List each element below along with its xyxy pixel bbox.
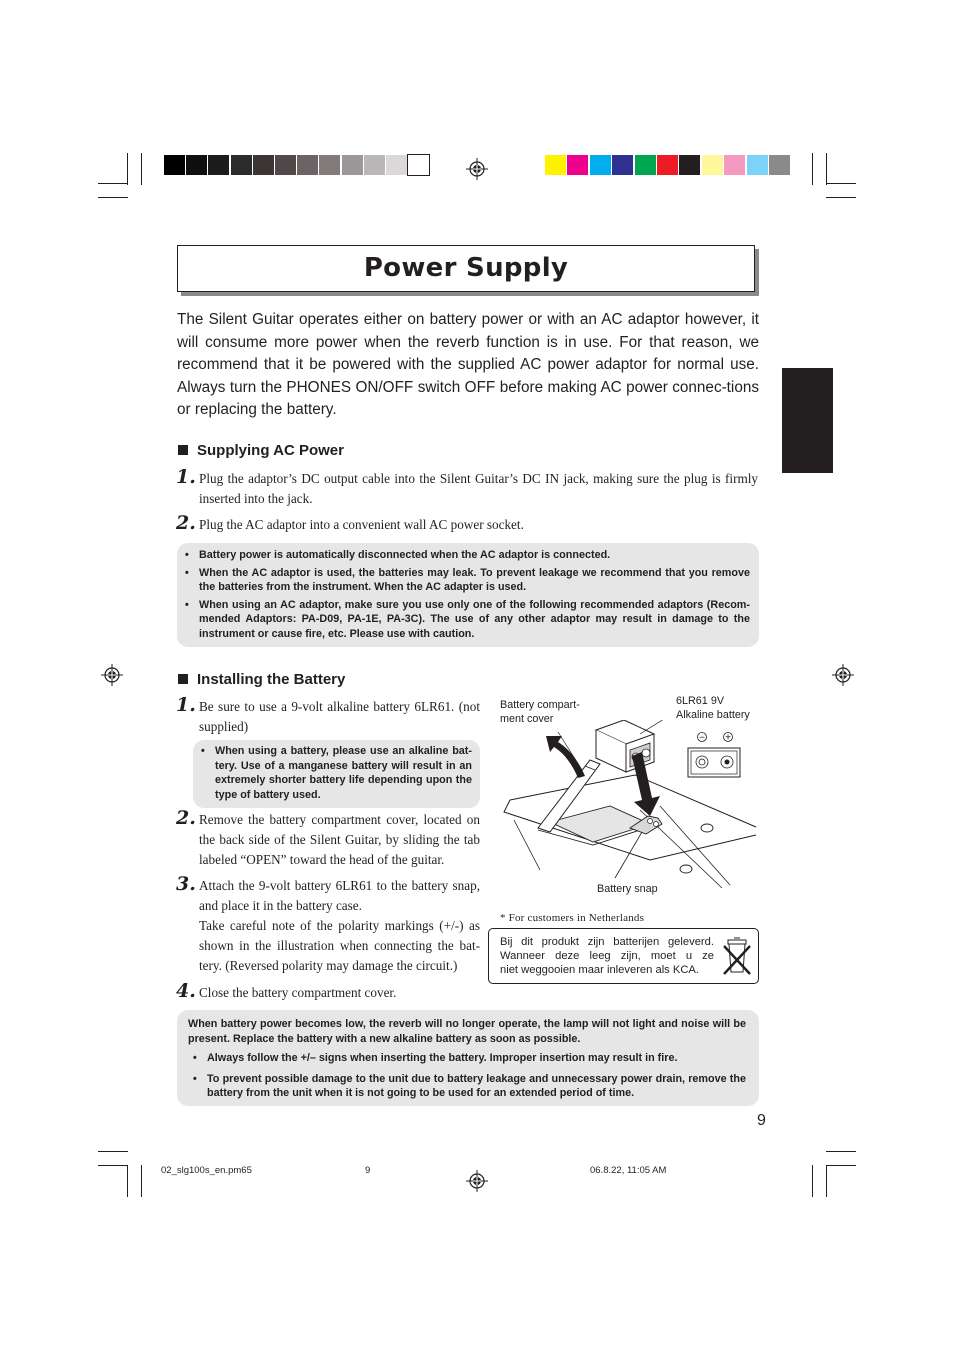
battery-step-1-note [193, 740, 480, 808]
battery-step-4-number: 4. [176, 980, 196, 1002]
square-bullet-icon [178, 674, 188, 684]
gray-swatch [386, 155, 407, 175]
label-battery-compartment-cover [500, 698, 580, 726]
ac-notes-box [177, 543, 759, 647]
battery-heading [178, 671, 345, 688]
battery-step-3-number: 3. [176, 873, 196, 895]
gray-swatch [297, 155, 318, 175]
intro-paragraph: The Silent Guitar operates either on battery power or with an AC adaptor however, it will consume more power when the reverb function is in use. For that reason, we recommend that it be powered with the supplied AC power adaptor for normal use. Always turn the PHONES ON/OFF switch OFF before making AC power connec-tions or replacing the battery. [177, 311, 759, 418]
ac-power-heading [178, 442, 344, 459]
gray-swatch [164, 155, 185, 175]
battery-installation-illustration [490, 720, 760, 905]
battery-step-4-text: Close the battery compartment cover. [199, 985, 397, 1000]
footer-filename: 02_slg100s_en.pm65 [161, 1165, 252, 1176]
gray-swatch [275, 155, 296, 175]
page-title: Power Supply [363, 253, 569, 283]
battery-step-3-text-2: Take careful note of the polarity markings (+/-) as shown in the illustration when connecting the bat-tery. (Reversed polarity may damage the circuit.) [199, 918, 480, 974]
battery-step-3-text: Attach the 9-volt battery 6LR61 to the battery snap, and place it in the battery case. [199, 878, 480, 914]
battery-warning-box [177, 1010, 759, 1106]
battery-step-2-number: 2. [176, 807, 196, 829]
polarity-plus-icon: + [725, 732, 731, 744]
polarity-minus-icon: − [699, 732, 705, 744]
netherlands-text-line: Bij dit produkt zijn batterijen geleverd. [500, 936, 714, 948]
ac-step-1-number: 1. [176, 466, 196, 488]
ac-power-heading-text: Supplying AC Power [197, 442, 344, 459]
color-swatch [590, 155, 611, 175]
gray-swatch [319, 155, 340, 175]
color-swatch [545, 155, 566, 175]
gray-swatch [342, 155, 363, 175]
gray-swatch [408, 155, 429, 175]
battery-step-1-text: Be sure to use a 9-volt alkaline battery 6LR61. (not supplied) [199, 699, 480, 735]
color-swatch [635, 155, 656, 175]
netherlands-text [500, 935, 714, 977]
battery-heading-text: Installing the Battery [197, 671, 346, 688]
ac-note-item: • When using an AC adaptor, make sure you use only one of the following recommended adaptors (Recom-mended Adaptors: PA-D09, PA-1E, PA-3C). The use of any other adaptor may result in damage to the instrument or cause fire, etc. Please use with caution. [177, 598, 750, 642]
footer-page: 9 [365, 1165, 371, 1176]
battery-step-2-text: Remove the battery compartment cover, located on the back side of the Silent Guitar, by sliding the tab labeled “OPEN” toward the head of the guitar. [199, 812, 480, 868]
color-swatch [724, 155, 745, 175]
ac-step-2-text: Plug the AC adaptor into a convenient wall AC power socket. [199, 517, 524, 532]
title-box [177, 245, 755, 292]
label-alkaline-battery [676, 694, 750, 722]
gray-swatch [231, 155, 252, 175]
ac-note-item: • When the AC adaptor is used, the batteries may leak. To prevent leakage we recommend that you remove the batteries from the instrument. When the AC adapter is used. [177, 566, 750, 595]
battery-note-item: • When using a battery, please use an alkaline bat-tery. Use of a manganese battery will result in an extremely shorter battery life depending upon the type of battery used. [193, 744, 472, 802]
color-swatch [679, 155, 700, 175]
label-line: Alkaline battery [676, 709, 750, 721]
netherlands-caption: * For customers in Netherlands [500, 912, 645, 924]
ac-step-1-text: Plug the adaptor’s DC output cable into the Silent Guitar’s DC IN jack, making sure the plug is firmly inserted into the jack. [199, 471, 758, 507]
gray-swatch [208, 155, 229, 175]
square-bullet-icon [178, 445, 188, 455]
registration-mark-left [101, 664, 123, 686]
section-tab [782, 368, 833, 473]
color-swatch [567, 155, 588, 175]
ac-step-2-number: 2. [176, 512, 196, 534]
netherlands-text-line: niet weggooien maar inleveren als KCA. [500, 964, 699, 976]
netherlands-box [488, 928, 759, 984]
footer-date: 06.8.22, 11:05 AM [590, 1165, 667, 1176]
color-swatch [747, 155, 768, 175]
netherlands-text-line: Wanneer deze leeg zijn, moet u ze [500, 950, 714, 962]
crossed-out-bin-icon [722, 934, 752, 978]
battery-warning-item: • Always follow the +/– signs when inserting the battery. Improper insertion may result in fire. [185, 1051, 746, 1066]
color-swatch [702, 155, 723, 175]
label-line: ment cover [500, 713, 554, 725]
label-line: Battery compart- [500, 699, 580, 711]
battery-step-1-number: 1. [176, 694, 196, 716]
color-swatch [769, 155, 790, 175]
gray-swatch [253, 155, 274, 175]
battery-warning-intro: When battery power becomes low, the reverb will no longer operate, the lamp will not light and noise will be present. Replace the battery with a new alkaline battery as soon as possible. [188, 1018, 746, 1045]
registration-mark-top [466, 158, 488, 180]
gray-swatch [186, 155, 207, 175]
registration-mark-right [832, 664, 854, 686]
battery-warning-item: • To prevent possible damage to the unit due to battery leakage and unnecessary power drain, remove the battery from the unit when it is not going to be used for an extended period of time. [185, 1072, 746, 1101]
color-swatch [657, 155, 678, 175]
ac-note-item: • Battery power is automatically disconnected when the AC adaptor is connected. [177, 548, 750, 563]
registration-mark-bottom [466, 1170, 488, 1192]
page-number: 9 [757, 1112, 766, 1129]
label-line: 6LR61 9V [676, 695, 725, 707]
gray-swatch [364, 155, 385, 175]
color-swatch [612, 155, 633, 175]
label-battery-snap: Battery snap [597, 883, 658, 895]
